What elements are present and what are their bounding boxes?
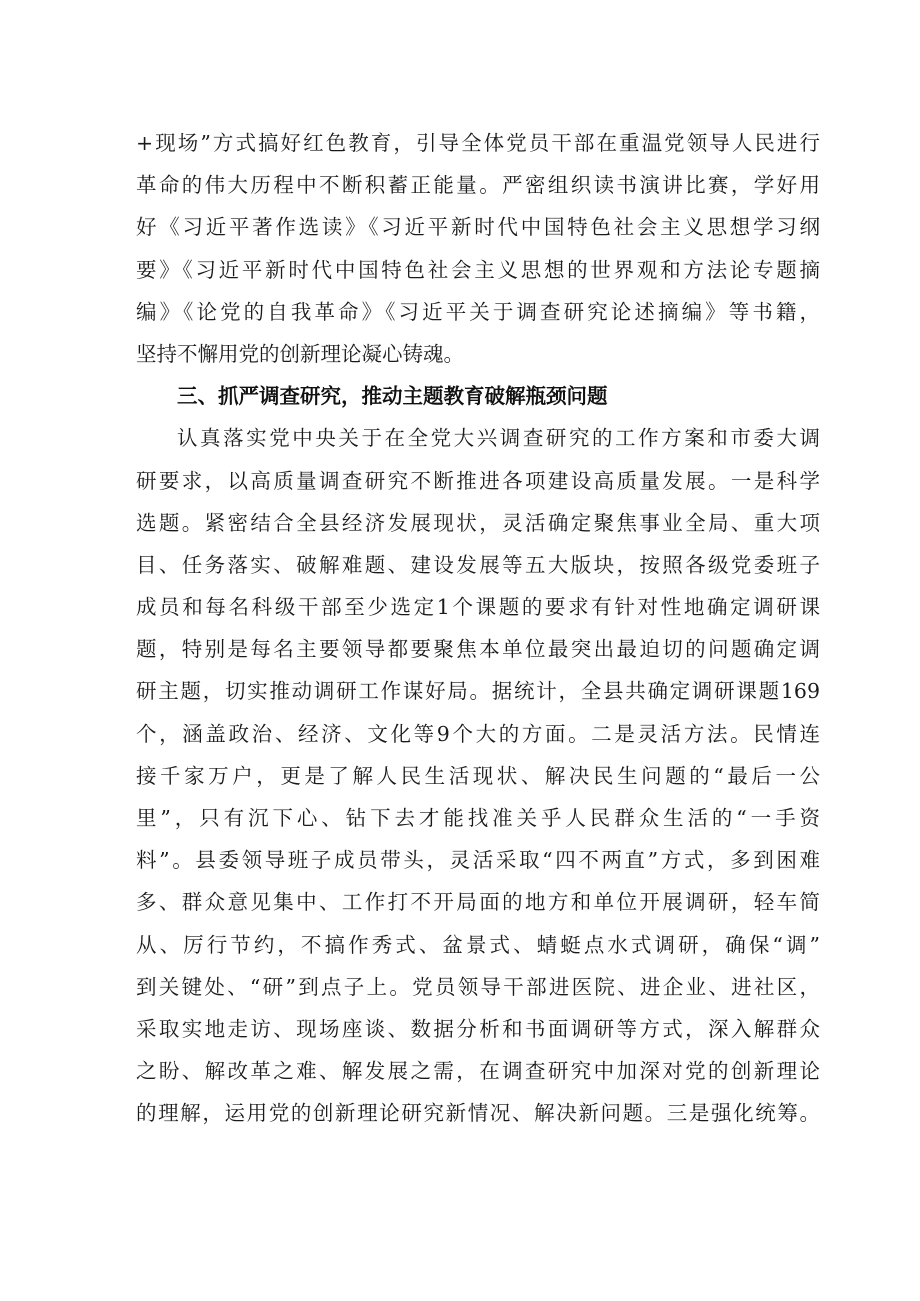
text-line: 多、群众意见集中、工作打不开局面的地方和单位开展调研，轻车简 (136, 890, 820, 915)
document-body (136, 122, 820, 1135)
text-line: 料”。县委领导班子成员带头，灵活采取“四不两直”方式，多到困难 (136, 848, 820, 873)
text-line: 的理解，运用党的创新理论研究新情况、解决新问题。三是强化统筹。 (136, 1101, 820, 1126)
text-line: +现场”方式搞好红色教育，引导全体党员干部在重温党领导人民进行 (136, 131, 820, 155)
text-line: 编》《论党的自我革命》《习近平关于调查研究论述摘编》等书籍， (136, 299, 820, 324)
text-line: 里”，只有沉下心、钻下去才能找准关乎人民群众生活的“一手资 (136, 806, 820, 830)
text-line: 个，涵盖政治、经济、文化等9个大的方面。二是灵活方法。民情连 (136, 721, 820, 746)
text-line: 成员和每名科级干部至少选定1个课题的要求有针对性地确定调研课 (136, 595, 820, 620)
text-line: 研要求，以高质量调查研究不断推进各项建设高质量发展。一是科学 (136, 468, 820, 493)
text-line: 接千家万户，更是了解人民生活现状、解决民生问题的“最后一公 (136, 763, 820, 788)
text-line: 要》《习近平新时代中国特色社会主义思想的世界观和方法论专题摘 (136, 257, 820, 282)
text-line: 从、厉行节约，不搞作秀式、盆景式、蜻蜓点水式调研，确保“调” (136, 932, 820, 957)
text-line: 选题。紧密结合全县经济发展现状，灵活确定聚焦事业全局、重大项 (136, 510, 820, 535)
text-line: 之盼、解改革之难、解发展之需，在调查研究中加深对党的创新理论 (136, 1059, 820, 1084)
text-line: 研主题，切实推动调研工作谋好局。据统计，全县共确定调研课题169 (136, 679, 820, 704)
text-line: 目、任务落实、破解难题、建设发展等五大版块，按照各级党委班子 (136, 552, 820, 577)
text-line: 坚持不懈用党的创新理论凝心铸魂。 (136, 341, 464, 366)
text-line: 采取实地走访、现场座谈、数据分析和书面调研等方式，深入解群众 (136, 1016, 820, 1041)
text-line: 到关键处、“研”到点子上。党员领导干部进医院、进企业、进社区， (136, 974, 820, 999)
text-line: 认真落实党中央关于在全党大兴调查研究的工作方案和市委大调 (177, 426, 820, 451)
section-heading: 三、抓严调查研究，推动主题教育破解瓶颈问题 (177, 384, 608, 409)
text-line: 好《习近平著作选读》《习近平新时代中国特色社会主义思想学习纲 (136, 215, 820, 240)
text-line: 题，特别是每名主要领导都要聚焦本单位最突出最迫切的问题确定调 (136, 637, 820, 662)
text-line: 革命的伟大历程中不断积蓄正能量。严密组织读书演讲比赛，学好用 (136, 173, 820, 198)
